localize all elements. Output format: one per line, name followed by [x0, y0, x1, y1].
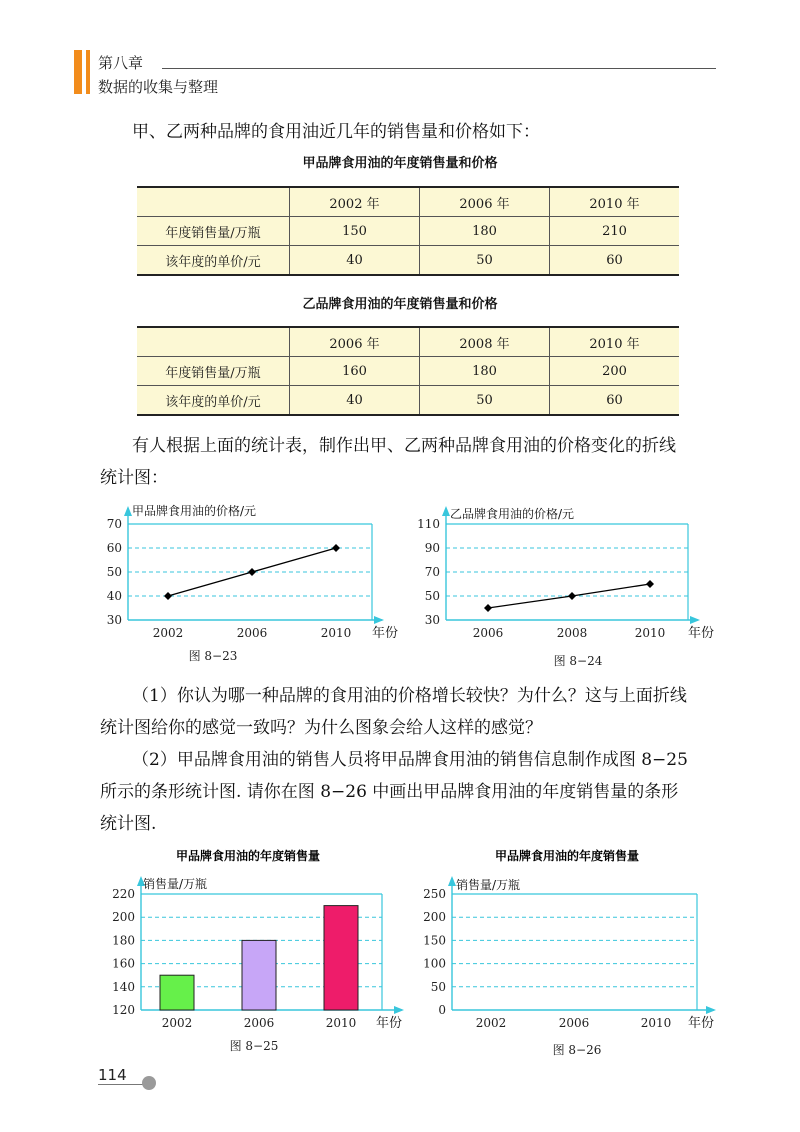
figure-caption: 图 8−26	[552, 1043, 602, 1057]
bar-chart-fig-8-25	[112, 848, 404, 1053]
table-cell: 210	[550, 217, 680, 246]
x-axis-label: 年份	[688, 626, 715, 641]
bar	[160, 975, 194, 1010]
para-line: 统计图.	[100, 814, 157, 834]
x-axis-label: 年份	[688, 1016, 715, 1031]
figure-caption: 图 8−25	[229, 1039, 279, 1053]
x-axis-arrow	[374, 616, 384, 624]
x-tick-label: 2010	[640, 1016, 672, 1030]
para-line: （2）甲品牌食用油的销售人员将甲品牌食用油的销售信息制作成图 8−25	[132, 750, 688, 770]
chart-title: 甲品牌食用油的年度销售量	[494, 849, 640, 863]
table-cell: 2010 年	[550, 187, 680, 217]
x-tick-label: 2006	[243, 1016, 275, 1030]
y-axis-arrow	[448, 876, 456, 886]
y-tick-label: 70	[424, 565, 440, 579]
data-point	[484, 604, 492, 612]
chart-title: 甲品牌食用油的年度销售量	[175, 849, 321, 863]
data-point	[248, 568, 256, 576]
page-number-rule	[98, 1084, 144, 1085]
y-tick-label: 200	[112, 910, 135, 925]
page-dot	[142, 1076, 156, 1090]
y-tick-label: 180	[112, 933, 135, 948]
bar	[242, 940, 276, 1010]
data-point	[332, 544, 340, 552]
chapter-subtitle: 数据的收集与整理	[98, 78, 219, 96]
y-tick-label: 220	[112, 887, 135, 901]
para-line: 所示的条形统计图. 请你在图 8−26 中画出甲品牌食用油的年度销售量的条形	[100, 782, 679, 802]
y-tick-label: 70	[106, 517, 122, 531]
bar	[324, 906, 358, 1010]
table-cell: 150	[290, 217, 420, 246]
x-axis-label: 年份	[376, 1016, 403, 1031]
table-cell: 200	[550, 357, 680, 386]
intro-text: 甲、乙两种品牌的食用油近几年的销售量和价格如下：	[132, 122, 540, 142]
table-cell: 2006 年	[290, 327, 420, 357]
x-tick-label: 2010	[320, 626, 352, 640]
data-point	[164, 592, 172, 600]
figure-caption: 图 8−23	[188, 649, 238, 663]
table-cell: 年度销售量/万瓶	[137, 357, 290, 386]
bar-chart-fig-8-26	[423, 848, 716, 1057]
table-cell: 该年度的单价/元	[137, 246, 290, 276]
x-tick-label: 2002	[152, 626, 184, 640]
x-axis-arrow	[394, 1006, 404, 1014]
data-point	[568, 592, 576, 600]
table-cell: 年度销售量/万瓶	[137, 217, 290, 246]
y-tick-label: 100	[423, 956, 446, 971]
x-tick-label: 2002	[475, 1016, 507, 1030]
table-cell: 2006 年	[420, 187, 550, 217]
para-line: 有人根据上面的统计表，制作出甲、乙两种品牌食用油的价格变化的折线	[132, 436, 676, 456]
y-tick-label: 120	[112, 1003, 135, 1017]
table-cell: 60	[550, 386, 680, 416]
y-tick-label: 150	[423, 933, 446, 948]
y-axis-label: 甲品牌食用油的价格/元	[132, 504, 257, 518]
x-axis-arrow	[706, 1006, 716, 1014]
line-chart-fig-8-23	[107, 503, 398, 663]
y-tick-label: 110	[417, 517, 440, 531]
x-tick-label: 2006	[558, 1016, 590, 1030]
x-tick-label: 2006	[236, 626, 268, 640]
y-tick-label: 50	[424, 589, 440, 603]
y-tick-label: 60	[106, 541, 122, 555]
y-axis-label: 销售量/万瓶	[143, 877, 208, 891]
y-tick-label: 140	[112, 979, 135, 994]
table-cell: 50	[420, 246, 550, 276]
y-tick-label: 90	[424, 541, 440, 555]
x-tick-label: 2008	[556, 626, 588, 640]
table-cell: 2008 年	[420, 327, 550, 357]
table-cell: 180	[420, 217, 550, 246]
figure-caption: 图 8−24	[553, 654, 603, 668]
table-cell: 2010 年	[550, 327, 680, 357]
y-axis-label: 销售量/万瓶	[456, 878, 521, 892]
table-cell: 40	[290, 386, 420, 416]
y-tick-label: 50	[430, 979, 446, 994]
y-tick-label: 30	[424, 613, 440, 627]
x-axis-arrow	[690, 616, 700, 624]
y-tick-label: 40	[106, 589, 122, 603]
x-tick-label: 2010	[634, 626, 666, 640]
x-tick-label: 2002	[161, 1016, 193, 1030]
chapter-label: 第八章	[98, 54, 144, 72]
y-axis-arrow	[124, 506, 132, 516]
table-cell: 60	[550, 246, 680, 276]
table-cell: 50	[420, 386, 550, 416]
table-a-caption: 甲品牌食用油的年度销售量和价格	[302, 156, 498, 171]
line-chart-fig-8-24	[417, 506, 714, 668]
y-tick-label: 250	[423, 887, 446, 901]
x-axis-label: 年份	[372, 626, 399, 641]
table-cell: 40	[290, 246, 420, 276]
y-tick-label: 30	[106, 613, 122, 627]
page-number: 114	[98, 1066, 127, 1084]
y-tick-label: 160	[112, 956, 135, 971]
x-tick-label: 2006	[472, 626, 504, 640]
y-axis-label: 乙品牌食用油的价格/元	[450, 507, 575, 521]
para-line: （1）你认为哪一种品牌的食用油的价格增长较快？为什么？这与上面折线	[132, 686, 687, 706]
table-cell: 2002 年	[290, 187, 420, 217]
para-line: 统计图：	[100, 468, 168, 488]
table-b-caption: 乙品牌食用油的年度销售量和价格	[302, 297, 498, 312]
table-cell: 该年度的单价/元	[137, 386, 290, 416]
table-cell: 160	[290, 357, 420, 386]
table-cell: 180	[420, 357, 550, 386]
y-tick-label: 0	[438, 1003, 446, 1017]
y-tick-label: 200	[423, 910, 446, 925]
data-point	[646, 580, 654, 588]
x-tick-label: 2010	[325, 1016, 357, 1030]
para-line: 统计图给你的感觉一致吗？为什么图象会给人这样的感觉？	[100, 718, 542, 738]
y-tick-label: 50	[106, 565, 122, 579]
y-axis-arrow	[442, 506, 450, 516]
